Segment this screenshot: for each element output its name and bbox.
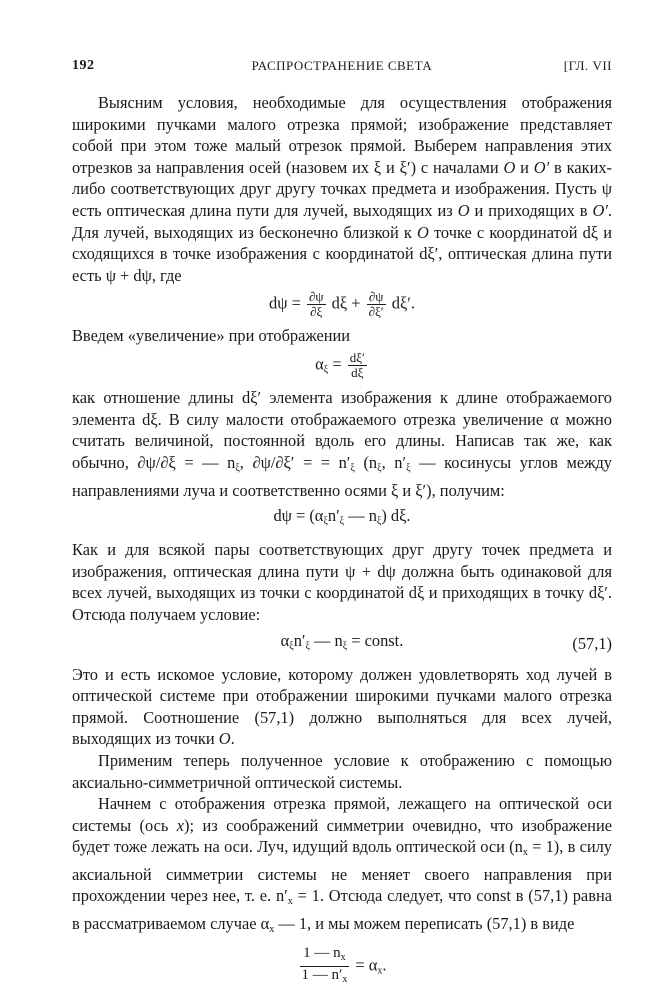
paragraph: Применим теперь полученное условие к отображению с помощью аксиально-симметричной оптической системы. xyxy=(72,750,612,792)
equation-dpsi-cosines: $d\psi = (\alpha_\xi n'_\xi$ — $n_\xi$) dξ. xyxy=(273,506,411,528)
page-body xyxy=(72,92,612,994)
chapter-label: [ГЛ. VII xyxy=(563,58,612,73)
equation-magnification: $\alpha_\xi$ = $\frac{d\xi'}{d\xi}$ xyxy=(315,349,365,380)
running-header xyxy=(72,58,612,80)
equation-57-1: $\alpha_\xi n'_\xi$ — $n_\xi$ = const. (57,1) xyxy=(280,630,612,653)
page-number: 192 xyxy=(72,58,95,73)
paragraph: Введем «увеличение» при отображении xyxy=(72,326,351,346)
paragraph: как отношение длины dξ′ элемента изображения к длине отображаемого элемента dξ. В силу малости отображаемого отрезка увеличение α можно считать величиной, постоянной вдоль его длины. Написав так же, как обычно, ∂ψ/∂ξ = — $n_\xi$, ∂ψ/∂ξ′ = = $n'_\xi$ ($n_\xi$, $n'_\xi$ — косинусы углов между направлениями луча и соответственно осями ξ и ξ′), получим: xyxy=(72,388,612,500)
paragraph: Начнем с отображения отрезка прямой, лежащего на оптической оси системы (ось x); из соображений симметрии очевидно, что изображение будет тоже лежать на оси. Луч, идущий вдоль оптической оси $(n_x = 1)$, в силу аксиальной симметрии системы не меняет своего направления при прохождении через нее, т. е. $n'_x = 1$. Отсюда следует, что const в (57,1) равна в рассматриваемом случае $\alpha_x$ — 1, и мы можем переписать (57,1) в виде xyxy=(72,794,612,936)
paragraph: Как и для всякой пары соответствующих друг другу точек предмета и изображения, оптическая длина пути ψ + dψ должна быть одинаковой для всех лучей, выходящих из точки с координатой dξ и приходящих в точку dξ′. Отсюда получаем условие: xyxy=(72,540,612,624)
paragraph: Это и есть искомое условие, которому должен удовлетворять ход лучей в оптической системе при отображении широкими пучками малого отрезка прямой. Соотношение (57,1) должно выполняться для всех лучей, выходящих из точки O. xyxy=(72,664,612,749)
equation-dpsi: dψ = $\frac{\partial\psi}{\partial\xi}$ dξ + $\frac{\partial\psi}{\partial\xi'}$ dξ′. xyxy=(269,289,415,320)
equation-axial: $\frac{1 — n_x}{1 — n'_x}$ = $\alpha_x$. xyxy=(301,944,387,985)
running-title: РАСПРОСТРАНЕНИЕ СВЕТА xyxy=(251,58,433,73)
paragraph: Выясним условия, необходимые для осуществления отображения широкими пучками малого отрезка прямой; изображение представляет собой при этом тоже малый отрезок прямой. Выберем направления этих отрезков за направления осей (назовем их ξ и ξ′) с началами O и O′ в каких-либо соответствующих друг другу точках предмета и изображения. Пусть ψ есть оптическая длина пути для лучей, выходящих из O и приходящих в O′. Для лучей, выходящих из бесконечно близкой к O точке с координатой dξ и сходящихся в точке изображения с координатой dξ′, оптическая длина пути есть ψ + dψ, где xyxy=(72,93,612,285)
equation-number: (57,1) xyxy=(572,633,612,653)
